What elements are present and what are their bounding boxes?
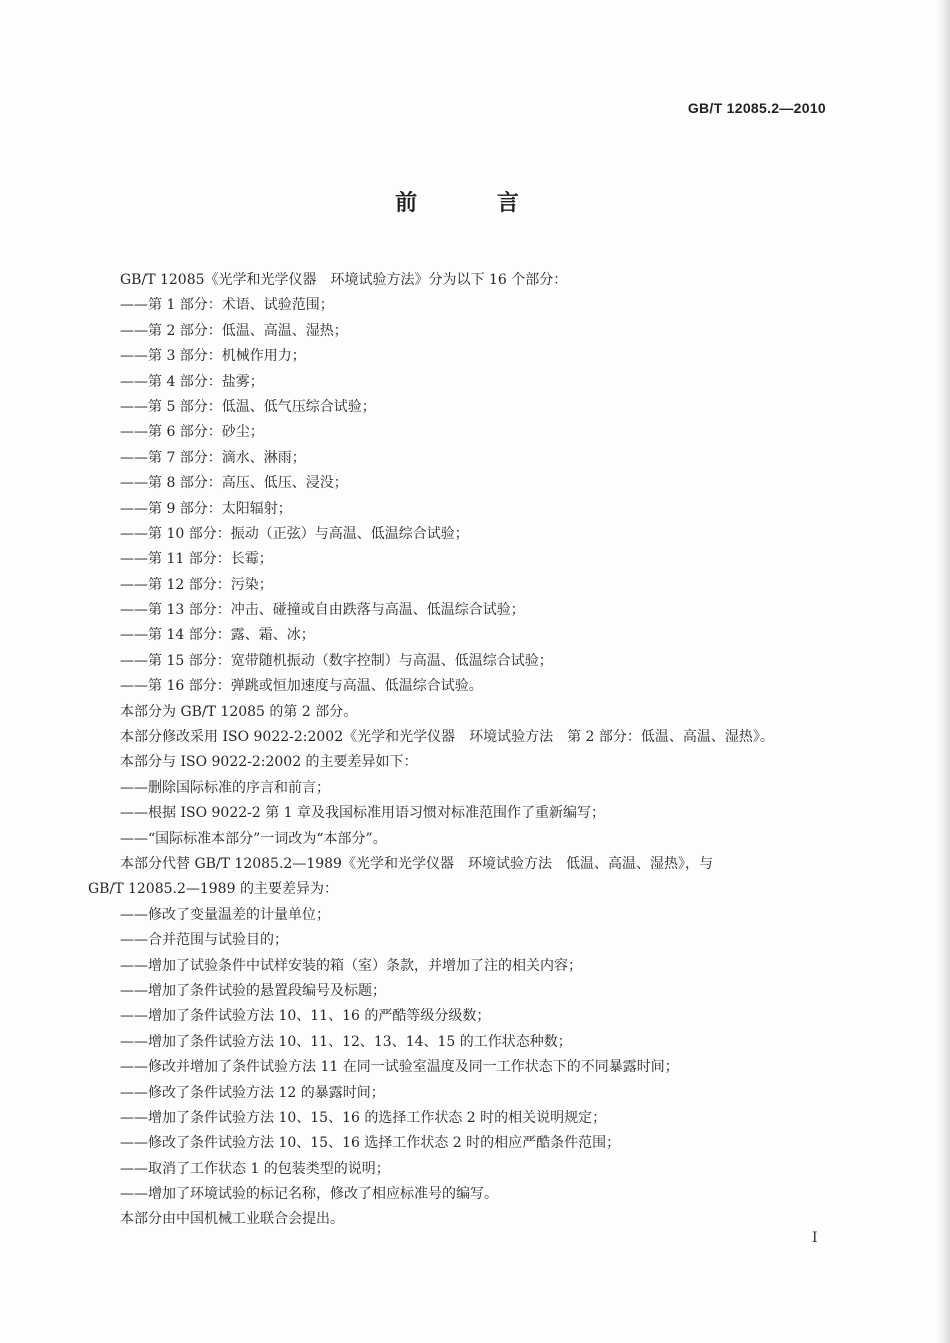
text-line: ——增加了条件试验方法 10、11、16 的严酷等级分级数； bbox=[120, 1008, 491, 1025]
text-line: ——增加了环境试验的标记名称，修改了相应标准号的编写。 bbox=[120, 1186, 498, 1203]
text-line: ——第 1 部分：术语、试验范围； bbox=[120, 297, 334, 314]
text-line: ——第 10 部分：振动（正弦）与高温、低温综合试验； bbox=[120, 525, 469, 542]
text-line: ——第 7 部分：滴水、淋雨； bbox=[120, 449, 306, 466]
text-line: GB/T 12085.2—1989 的主要差异为： bbox=[88, 881, 338, 898]
text-line: ——第 16 部分：弹跳或恒加速度与高温、低温综合试验。 bbox=[120, 678, 483, 695]
text-line: ——根据 ISO 9022-2 第 1 章及我国标准用语习惯对标准范围作了重新编写； bbox=[120, 805, 606, 822]
text-line: ——第 5 部分：低温、低气压综合试验； bbox=[120, 398, 376, 415]
text-line: ——第 8 部分：高压、低压、浸没； bbox=[120, 475, 348, 492]
text-line: 本部分由中国机械工业联合会提出。 bbox=[120, 1211, 344, 1228]
text-line: ——第 14 部分：露、霜、冰； bbox=[120, 627, 315, 644]
text-line: ——第 13 部分：冲击、碰撞或自由跌落与高温、低温综合试验； bbox=[120, 602, 525, 619]
text-line: ——修改并增加了条件试验方法 11 在同一试验室温度及同一工作状态下的不同暴露时间； bbox=[120, 1059, 679, 1076]
text-line: ——第 9 部分：太阳辐射； bbox=[120, 500, 292, 517]
text-line: ——第 12 部分：污染； bbox=[120, 576, 273, 593]
text-line: ——修改了变量温差的计量单位； bbox=[120, 906, 330, 923]
text-line: ——“国际标准本部分”一词改为“本部分”。 bbox=[120, 830, 387, 847]
text-line: ——取消了工作状态 1 的包装类型的说明； bbox=[120, 1160, 390, 1177]
text-line: 本部分为 GB/T 12085 的第 2 部分。 bbox=[120, 703, 358, 720]
text-line: ——第 15 部分：宽带随机振动（数字控制）与高温、低温综合试验； bbox=[120, 652, 553, 669]
text-line: ——增加了条件试验方法 10、15、16 的选择工作状态 2 时的相关说明规定； bbox=[120, 1109, 607, 1126]
text-line: 本部分与 ISO 9022-2:2002 的主要差异如下： bbox=[120, 754, 418, 771]
standard-number: GB/T 12085.2—2010 bbox=[687, 100, 826, 116]
text-line: ——第 3 部分：机械作用力； bbox=[120, 348, 306, 365]
text-line: ——第 6 部分：砂尘； bbox=[120, 424, 264, 441]
text-line: ——第 4 部分：盐雾； bbox=[120, 373, 264, 390]
text-line: ——修改了条件试验方法 10、15、16 选择工作状态 2 时的相应严酷条件范围； bbox=[120, 1135, 621, 1152]
page-number: I bbox=[812, 1230, 818, 1246]
text-line: 本部分修改采用 ISO 9022-2:2002《光学和光学仪器 环境试验方法 第 2 部分：低温、高温、湿热》。 bbox=[120, 729, 774, 746]
text-line: 本部分代替 GB/T 12085.2—1989《光学和光学仪器 环境试验方法 低温、高温、湿热》，与 bbox=[120, 855, 713, 872]
text-line: GB/T 12085《光学和光学仪器 环境试验方法》分为以下 16 个部分： bbox=[120, 272, 568, 288]
text-line: ——修改了条件试验方法 12 的暴露时间； bbox=[120, 1084, 385, 1101]
text-line: ——第 11 部分：长霉； bbox=[120, 551, 273, 568]
page-title: 前 言 bbox=[395, 191, 555, 216]
text-line: ——增加了条件试验方法 10、11、12、13、14、15 的工作状态种数； bbox=[120, 1033, 572, 1050]
text-line: ——第 2 部分：低温、高温、湿热； bbox=[120, 322, 348, 339]
foreword-body bbox=[88, 268, 838, 1233]
text-line: ——删除国际标准的序言和前言； bbox=[120, 779, 330, 796]
text-line: ——增加了条件试验的悬置段编号及标题； bbox=[120, 982, 386, 999]
text-line: ——增加了试验条件中试样安装的箱（室）条款，并增加了注的相关内容； bbox=[120, 957, 582, 974]
text-line: ——合并范围与试验目的； bbox=[120, 932, 288, 949]
